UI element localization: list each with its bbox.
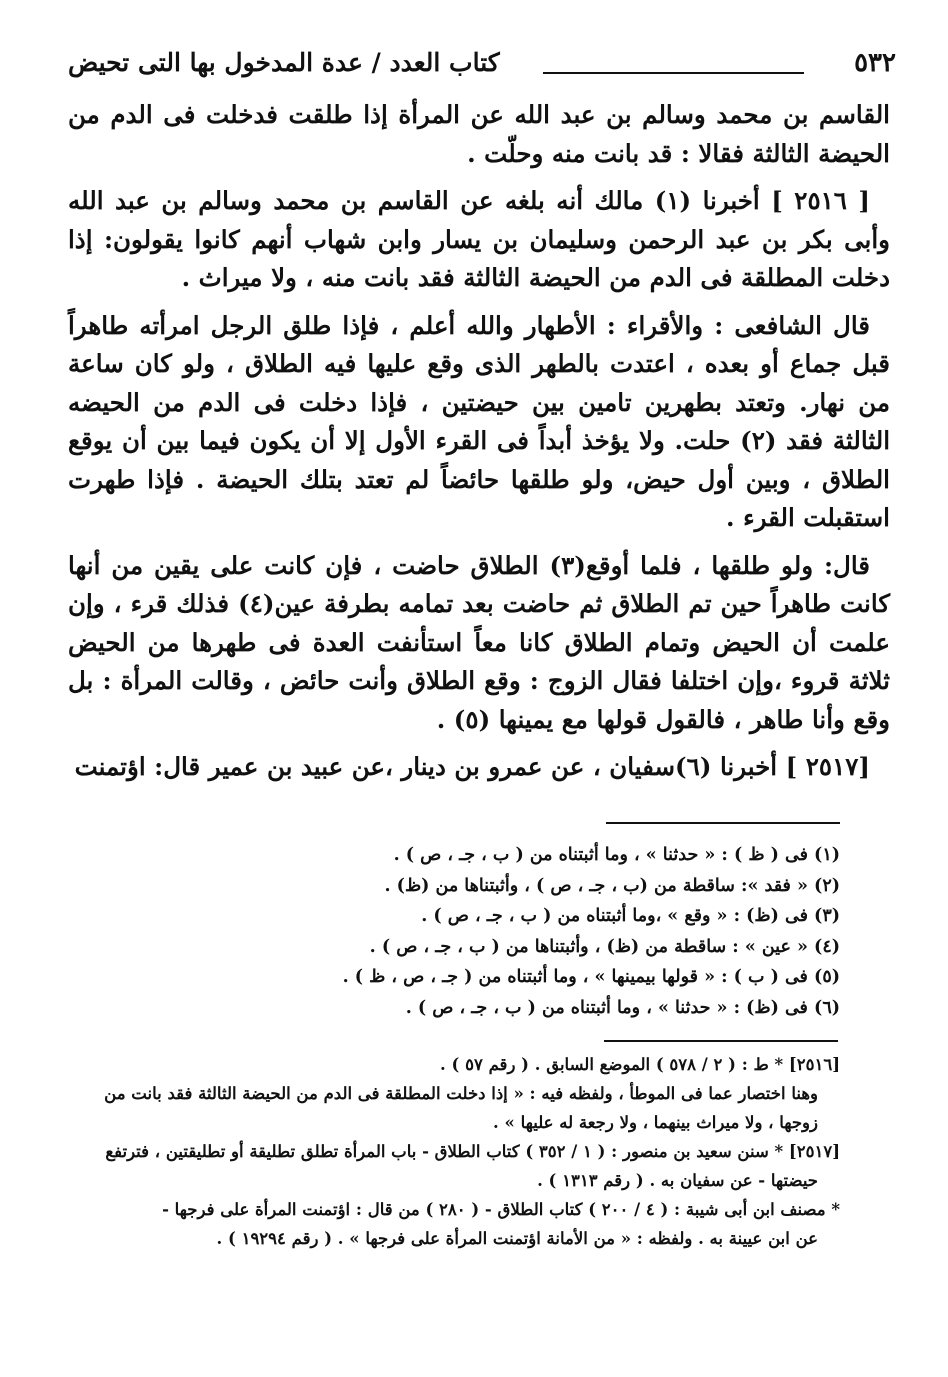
hadith-number-2517: [٢٥١٧ ] أخبرنا [719, 752, 870, 781]
reference-item [70, 1195, 840, 1253]
footnote-item: (١) فى ( ظ ) : « حدثنا » ، وما أثبتناه من ( ب ، جـ ، ص ) . [393, 845, 840, 865]
footnotes-rule [606, 822, 840, 824]
paragraph-qala-text: ولو طلقها ، فلما أوقع(٣) الطلاق حاضت ، فإن كانت على يقين من أنها كانت طاهراً حين تم الطلاق ثم حاضت بعد تمامه بطرفة عين(٤) فذلك قرء ، وإن علمت أن الحيض وتمام الطلاق كانا معاً استأنفت العدة فى طهرها من الحيض ثلاثة قروء ،وإن اختلفا فقال الزوج : وقع الطلاق وأنت حائض ، وقالت المرأة : بل وقع وأنا طاهر ، فالقول قولها مع يمينها (٥) . [68, 550, 891, 734]
paragraph-2516 [68, 182, 890, 298]
reference-item [70, 1050, 840, 1137]
footnote-item: (٦) فى (ظ) : « حدثنا » ، وما أثبتناه من ( ب ، جـ ، ص ) . [405, 997, 840, 1018]
paragraph-2517 [68, 748, 890, 787]
paragraph-continuation: القاسم بن محمد وسالم بن عبد الله عن المرأة إذا طلقت فدخلت فى الدم من الحيضة الثالثة فقالا : قد بانت منه وحلّت . [68, 100, 890, 168]
reference-continuation: حيضتها - عن سفيان به . ( رقم ١٣١٣ ) . [537, 1171, 818, 1190]
reference-continuation: وهنا اختصار عما فى الموطأ ، ولفظه فيه : « إذا دخلت المطلقة فى الدم من الحيضة الثالثة فقد بانت من زوجها ، ولا ميراث بينهما ، ولا رجعة له عليها » . [104, 1084, 818, 1132]
paragraph-shafii [68, 307, 890, 538]
footnote-item: (٥) فى ( ب ) : « قولها بيمينها » ، وما أثبتناه من ( جـ ، ص ، ظ ) . [342, 967, 840, 987]
footnote-item: (٢) « فقد »: ساقطة من (ب ، جـ ، ص ) ، وأثبتناها من (ظ) . [384, 875, 840, 896]
footnotes [160, 840, 840, 1023]
paragraph-2516-text: (١) مالك أنه بلغه عن القاسم بن محمد وسالم بن عبد الله وأبى بكر بن عبد الرحمن وسليمان بن يسار وابن شهاب أنهم كانوا يقولون: إذا دخلت المطلقة فى الدم من الحيضة الثالثة فقد بانت منه ، ولا ميراث . [68, 186, 890, 292]
qala-lead: قال: [823, 550, 870, 580]
source-references [70, 1050, 840, 1253]
reference-item [70, 1137, 840, 1195]
main-text [68, 96, 890, 796]
references-rule [604, 1040, 838, 1042]
page-header [68, 48, 896, 88]
header-rule [543, 72, 804, 74]
shafii-lead: قال الشافعى : [714, 310, 870, 340]
running-title: كتاب العدد / عدة المدخول بها التى تحيض [68, 48, 500, 77]
paragraph-shafii-text: والأقراء : الأطهار والله أعلم ، فإذا طلق الرجل امرأته طاهراً قبل جماع أو بعده ، اعتدت بالطهر الذى وقع عليها فيه الطلاق ، ولو كان ساعة من نهار. وتعتد بطهرين تامين بين حيضتين ، فإذا دخلت فى الدم من الحيضه الثالثة فقد (٢) حلت. ولا يؤخذ أبداً فى القرء الأول إلا أن يكون فيما بين أن يوقع الطلاق ، وبين أول حيض، ولو طلقها حائضاً لم تعتد بتلك الحيضة . فإذا طهرت استقبلت القرء . [68, 310, 890, 532]
reference-continuation: عن ابن عيينة به . ولفظه : « من الأمانة اؤتمنت المرأة على فرجها » . ( رقم ١٩٢٩٤ ) . [216, 1229, 818, 1248]
page-number: ٥٣٢ [854, 48, 896, 78]
paragraph-2517-text: (٦)سفيان ، عن عمرو بن دينار ،عن عبيد بن عمير قال: اؤتمنت [74, 752, 720, 781]
reference-line: [٢٥١٦] * ط : ( ٢ / ٥٧٨ ) الموضع السابق . ( رقم ٥٧ ) . [440, 1055, 840, 1074]
reference-line: * مصنف ابن أبى شيبة : ( ٤ / ٢٠٠ ) كتاب الطلاق - ( ٢٨٠ ) من قال : اؤتمنت المرأة على فرجها - [162, 1200, 840, 1219]
footnote-item: (٤) « عين » : ساقطة من (ظ) ، وأثبتناها من ( ب ، جـ ، ص ) . [369, 936, 840, 957]
reference-line: [٢٥١٧] * سنن سعيد بن منصور : ( ١ / ٣٥٢ ) كتاب الطلاق - باب المرأة تطلق تطليقة أو تطليقتين ، فترتفع [105, 1142, 840, 1161]
hadith-number-2516: [ ٢٥١٦ ] أخبرنا [702, 186, 870, 215]
footnote-item: (٣) فى (ظ) : « وقع » ،وما أثبتناه من ( ب ، جـ ، ص ) . [421, 906, 840, 926]
paragraph-qala [68, 547, 890, 740]
